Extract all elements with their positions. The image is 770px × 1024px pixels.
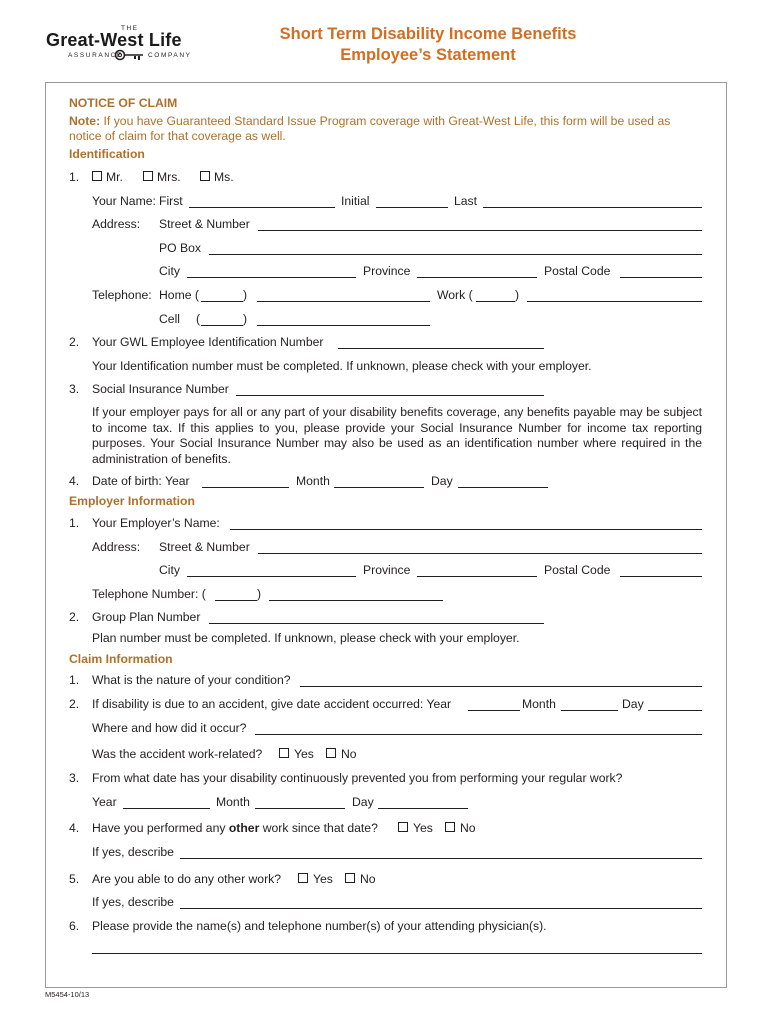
- item-number: 1.: [69, 516, 80, 530]
- telephone-label: Telephone:: [92, 288, 152, 302]
- other-work-yes-checkbox[interactable]: [398, 822, 408, 832]
- disability-year-field[interactable]: [123, 808, 210, 809]
- item-number: 3.: [69, 382, 80, 396]
- accident-year-label: If disability is due to an accident, give date accident occurred: Year: [92, 697, 452, 711]
- home-close-paren: ): [243, 288, 248, 302]
- accident-month-label: Month: [522, 697, 556, 711]
- logo-name-text: Great-West Life: [46, 30, 182, 50]
- notice-note-line1: [69, 114, 670, 128]
- condition-field[interactable]: [300, 686, 702, 687]
- gwl-id-note: Your Identification number must be completed. If unknown, please check with your employer.: [92, 359, 592, 373]
- employer-heading: Employer Information: [69, 494, 195, 508]
- disability-day-field[interactable]: [378, 808, 468, 809]
- postal-code-field[interactable]: [620, 277, 702, 278]
- address-label: Address:: [92, 217, 141, 231]
- work-related-yes-checkbox[interactable]: [279, 748, 289, 758]
- where-how-label: Where and how did it occur?: [92, 721, 247, 735]
- item-number: 1.: [69, 170, 80, 184]
- work-related-yes-label: Yes: [294, 747, 314, 761]
- form-title: Short Term Disability Income Benefits: [279, 25, 577, 43]
- disability-month-label: Month: [216, 795, 250, 809]
- item-number: 2.: [69, 610, 80, 624]
- dob-month-field[interactable]: [334, 487, 424, 488]
- street-field[interactable]: [258, 230, 702, 231]
- work-related-no-label: No: [341, 747, 357, 761]
- employer-province-field[interactable]: [417, 576, 537, 577]
- item-number: 2.: [69, 697, 80, 711]
- work-close-paren: ): [515, 288, 520, 302]
- work-phone-field[interactable]: [527, 301, 702, 302]
- group-plan-field[interactable]: [209, 623, 544, 624]
- logo-assurance-text: ASSURANCE: [68, 52, 123, 59]
- employer-city-label: City: [159, 563, 180, 577]
- initial-label: Initial: [341, 194, 370, 208]
- physician-field[interactable]: [92, 953, 702, 954]
- mr-label: Mr.: [106, 170, 123, 184]
- cell-phone-field[interactable]: [257, 325, 430, 326]
- other-work-describe-field[interactable]: [180, 858, 702, 859]
- form-code: M5454-10/13: [45, 990, 90, 999]
- disability-year-label: Year: [92, 795, 117, 809]
- other-work-pre: Have you performed any: [92, 821, 229, 835]
- sin-label: Social Insurance Number: [92, 382, 229, 396]
- ms-label: Ms.: [214, 170, 234, 184]
- work-area-code-field[interactable]: [476, 301, 515, 302]
- cell-close-paren: ): [243, 312, 248, 326]
- item-number: 1.: [69, 673, 80, 687]
- employer-name-label: Your Employer’s Name:: [92, 516, 220, 530]
- city-label: City: [159, 264, 180, 278]
- able-other-describe-label: If yes, describe: [92, 895, 174, 909]
- province-field[interactable]: [417, 277, 537, 278]
- able-other-describe-field[interactable]: [180, 908, 702, 909]
- accident-day-label: Day: [622, 697, 644, 711]
- postal-code-label: Postal Code: [544, 264, 611, 278]
- dob-day-label: Day: [431, 474, 453, 488]
- mrs-label: Mrs.: [157, 170, 181, 184]
- able-other-no-label: No: [360, 872, 376, 886]
- dob-day-field[interactable]: [458, 487, 548, 488]
- work-related-no-checkbox[interactable]: [326, 748, 336, 758]
- employer-close-paren: ): [257, 587, 262, 601]
- note-text: If you have Guaranteed Standard Issue Program coverage with Great-West Life, this form will be used as: [100, 114, 671, 128]
- gwl-id-label: Your GWL Employee Identification Number: [92, 335, 324, 349]
- employer-province-label: Province: [363, 563, 411, 577]
- dob-month-label: Month: [296, 474, 330, 488]
- other-work-label: [92, 821, 378, 835]
- home-phone-field[interactable]: [257, 301, 430, 302]
- key-icon: [114, 48, 146, 62]
- employer-city-field[interactable]: [187, 576, 356, 577]
- employer-street-label: Street & Number: [159, 540, 250, 554]
- your-name-label: Your Name:: [92, 194, 156, 208]
- employer-area-code-field[interactable]: [215, 600, 257, 601]
- accident-day-field[interactable]: [648, 710, 702, 711]
- employer-postal-code-field[interactable]: [620, 576, 702, 577]
- item-number: 3.: [69, 771, 80, 785]
- last-name-field[interactable]: [483, 207, 702, 208]
- notice-note-line2: notice of claim for that coverage as well.: [69, 129, 286, 143]
- disability-day-label: Day: [352, 795, 374, 809]
- identification-heading: Identification: [69, 147, 145, 161]
- city-field[interactable]: [187, 277, 356, 278]
- other-work-no-label: No: [460, 821, 476, 835]
- work-phone-label: Work (: [437, 288, 473, 302]
- dob-year-label: Date of birth: Year: [92, 474, 190, 488]
- cell-area-code-field[interactable]: [201, 325, 243, 326]
- logo-the-text: THE: [121, 25, 139, 32]
- home-area-code-field[interactable]: [201, 301, 243, 302]
- plan-note: Plan number must be completed. If unknown, please check with your employer.: [92, 631, 520, 645]
- street-label: Street & Number: [159, 217, 250, 231]
- where-how-field[interactable]: [255, 734, 702, 735]
- gwl-id-field[interactable]: [338, 348, 544, 349]
- condition-label: What is the nature of your condition?: [92, 673, 291, 687]
- accident-year-field[interactable]: [468, 710, 520, 711]
- initial-field[interactable]: [376, 207, 448, 208]
- other-work-no-checkbox[interactable]: [445, 822, 455, 832]
- home-phone-label: Home (: [159, 288, 199, 302]
- item-number: 4.: [69, 821, 80, 835]
- other-work-yes-label: Yes: [413, 821, 433, 835]
- dob-year-field[interactable]: [202, 487, 289, 488]
- po-box-label: PO Box: [159, 241, 201, 255]
- able-other-yes-label: Yes: [313, 872, 333, 886]
- first-name-label: First: [159, 194, 183, 208]
- note-label: Note:: [69, 114, 101, 128]
- physician-label: Please provide the name(s) and telephone number(s) of your attending physician(s).: [92, 919, 547, 933]
- employer-phone-field[interactable]: [269, 600, 443, 601]
- cell-open-paren: (: [196, 312, 201, 326]
- group-plan-label: Group Plan Number: [92, 610, 201, 624]
- first-name-field[interactable]: [189, 207, 335, 208]
- item-number: 2.: [69, 335, 80, 349]
- form-subtitle: Employee’s Statement: [340, 46, 516, 64]
- last-name-label: Last: [454, 194, 478, 208]
- other-work-bold: other: [228, 821, 260, 835]
- work-related-label: Was the accident work-related?: [92, 747, 263, 761]
- po-box-field[interactable]: [209, 254, 702, 255]
- employer-postal-code-label: Postal Code: [544, 563, 611, 577]
- item-number: 4.: [69, 474, 80, 488]
- able-other-no-checkbox[interactable]: [345, 873, 355, 883]
- disability-month-field[interactable]: [255, 808, 345, 809]
- claim-heading: Claim Information: [69, 652, 173, 666]
- logo-company-text: COMPANY: [148, 52, 192, 59]
- employer-street-field[interactable]: [258, 553, 702, 554]
- other-work-post: work since that date?: [259, 821, 378, 835]
- able-other-work-label: Are you able to do any other work?: [92, 872, 282, 886]
- other-work-describe-label: If yes, describe: [92, 845, 174, 859]
- mr-checkbox[interactable]: [92, 171, 102, 181]
- ms-checkbox[interactable]: [200, 171, 210, 181]
- sin-field[interactable]: [236, 395, 544, 396]
- disability-date-label: From what date has your disability continuously prevented you from performing your regular work?: [92, 771, 623, 785]
- item-number: 6.: [69, 919, 80, 933]
- notice-heading: NOTICE OF CLAIM: [69, 96, 178, 110]
- item-number: 5.: [69, 872, 80, 886]
- cell-label: Cell: [159, 312, 180, 326]
- province-label: Province: [363, 264, 411, 278]
- able-other-yes-checkbox[interactable]: [298, 873, 308, 883]
- accident-month-field[interactable]: [561, 710, 618, 711]
- employer-address-label: Address:: [92, 540, 141, 554]
- employer-name-field[interactable]: [230, 529, 702, 530]
- sin-paragraph: If your employer pays for all or any part of your disability benefits coverage, any benefits payable may be subject to income tax. If this applies to you, please provide your Social Insurance Number for income tax reporting purposes. Your Social Insurance Number may also be used as an identification number where required in the administration of benefits.: [92, 405, 702, 466]
- mrs-checkbox[interactable]: [143, 171, 153, 181]
- employer-telephone-label: Telephone Number: (: [92, 587, 206, 601]
